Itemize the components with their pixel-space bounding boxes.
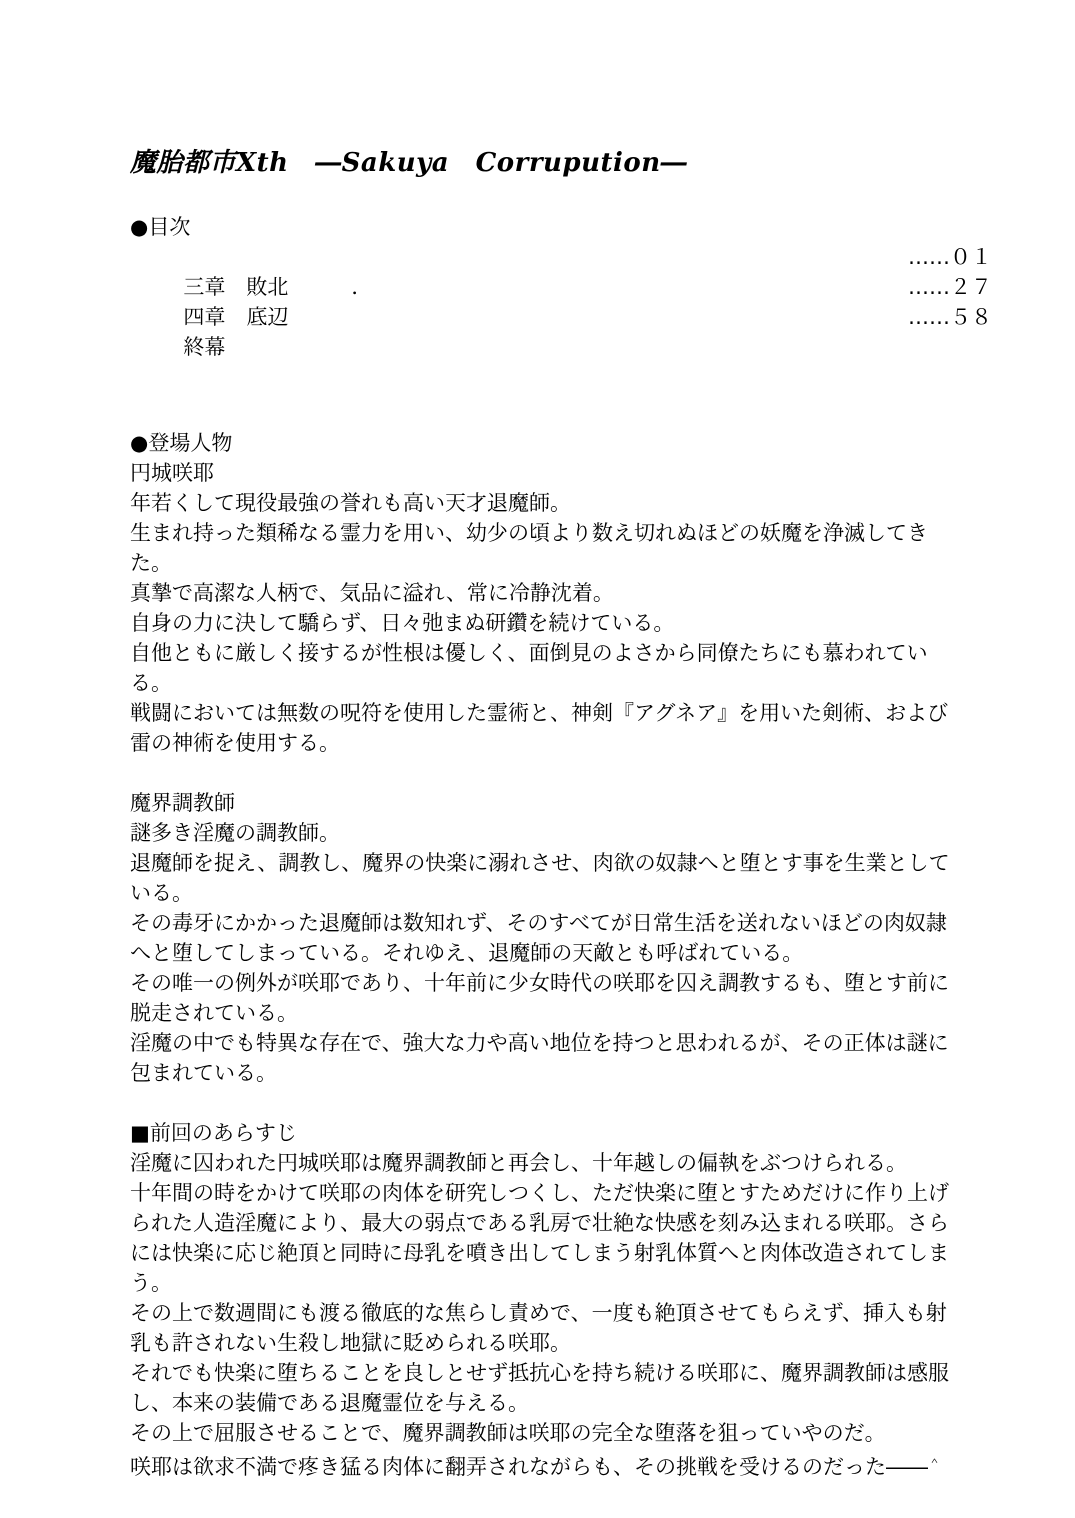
character-description-line: 自身の力に決して驕らず、日々弛まぬ研鑽を続けている。	[130, 611, 675, 635]
toc-entry-page: ……５８	[908, 305, 992, 329]
synopsis-final-text: 咲耶は欲求不満で疼き猛る肉体に翻弄されながらも、その挑戦を受けるのだった――	[130, 1455, 928, 1479]
synopsis-line: その上で屈服させることで、魔界調教師は咲耶の完全な堕落を狙っていやのだ。	[130, 1421, 886, 1445]
toc-entry[interactable]	[130, 302, 992, 359]
toc-entry-label: 四章 底辺	[183, 305, 289, 329]
synopsis-heading: ■前回のあらすじ	[130, 1121, 297, 1145]
character-description-line: 戦闘においては無数の呪符を使用した霊術と、神剣『アグネア』を用いた剣術、および雷の神術を使用する。	[130, 701, 949, 755]
end-mark: ＾	[928, 1455, 942, 1470]
synopsis-line: それでも快楽に堕ちることを良しとせず抵抗心を持ち続ける咲耶に、魔界調教師は感服し、本来の装備である退魔霊位を与える。	[130, 1361, 949, 1415]
character-description-line: その毒牙にかかった退魔師は数知れず、そのすべてが日常生活を送れないほどの肉奴隷へと堕してしまっている。それゆえ、退魔師の天敵とも呼ばれている。	[130, 911, 947, 965]
toc-entry-page: ……２７	[908, 275, 992, 299]
character-description-line: その唯一の例外が咲耶であり、十年前に少女時代の咲耶を囚え調教するも、堕とす前に脱走されている。	[130, 971, 949, 1025]
synopsis-final-line	[130, 1448, 950, 1482]
document-title: 魔胎都市Xth ―Sakuya Corrupution―	[130, 148, 688, 178]
character-name: 円城咲耶	[130, 461, 214, 485]
toc-heading: ●目次	[130, 215, 191, 239]
synopsis-line: その上で数週間にも渡る徹底的な焦らし責めで、一度も絶頂させてもらえず、挿入も射乳も許されない生殺し地獄に貶められる咲耶。	[130, 1301, 947, 1355]
character-entry-enjou-sakuya	[130, 458, 950, 758]
character-name: 魔界調教師	[130, 791, 235, 815]
toc-entry-label: 終幕	[183, 335, 226, 359]
character-description-line: 真摯で高潔な人柄で、気品に溢れ、常に冷静沈着。	[130, 581, 614, 605]
character-description-line: 生まれ持った類稀なる霊力を用い、幼少の頃より数え切れぬほどの妖魔を浄滅してきた。	[130, 521, 928, 575]
spacer-toc-characters	[130, 332, 950, 428]
character-description-line: 謎多き淫魔の調教師。	[130, 821, 340, 845]
character-entry-makai-choukyoushi	[130, 788, 950, 1088]
spacer-characters-synopsis	[130, 1088, 950, 1118]
character-description-line: 年若くして現役最強の誉れも高い天才退魔師。	[130, 491, 571, 515]
synopsis-body	[130, 1148, 950, 1482]
characters-heading: ●登場人物	[130, 431, 233, 455]
spacer-between-characters	[130, 758, 950, 788]
character-description-line: 自他ともに厳しく接するが性根は優しく、面倒見のよさから同僚たちにも慕われている。	[130, 641, 928, 695]
toc-entry-label: 三章 敗北 ．	[183, 275, 373, 299]
toc-entry-page: ……０１	[908, 245, 992, 269]
synopsis-line: 淫魔に囚われた円城咲耶は魔界調教師と再会し、十年越しの偏執をぶつけられる。	[130, 1151, 907, 1175]
character-description-line: 淫魔の中でも特異な存在で、強大な力や高い地位を持つと思われるが、その正体は謎に包まれている。	[130, 1031, 949, 1085]
page-content	[130, 146, 992, 1482]
character-description-line: 退魔師を捉え、調教し、魔界の快楽に溺れさせ、肉欲の奴隷へと堕とす事を生業としている。	[130, 851, 950, 905]
spacer-title-toc	[130, 180, 950, 212]
table-of-contents	[130, 242, 992, 359]
synopsis-line: 十年間の時をかけて咲耶の肉体を研究しつくし、ただ快楽に堕とすためだけに作り上げられた人造淫魔により、最大の弱点である乳房で壮絶な快感を刻み込まれる咲耶。さらには快楽に応じ絶頂と同時に母乳を噴き出してしまう射乳体質へと肉体改造されてしまう。	[130, 1181, 949, 1295]
